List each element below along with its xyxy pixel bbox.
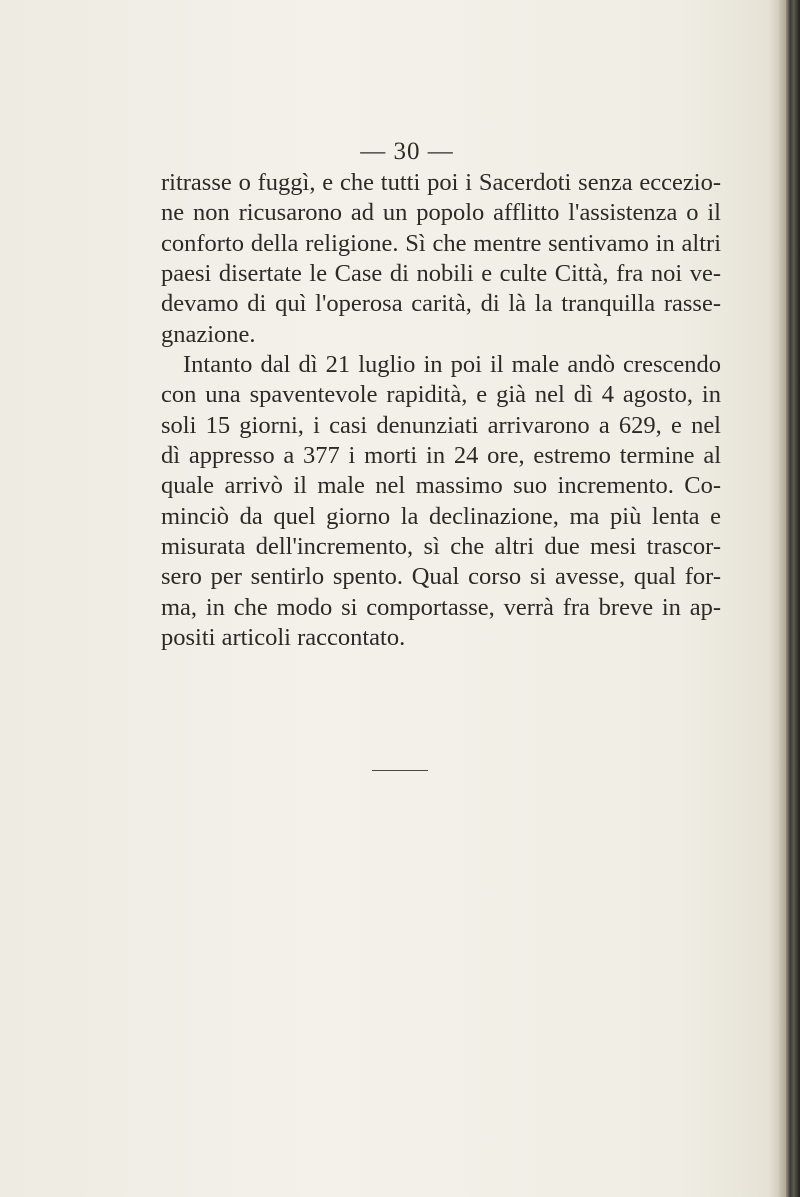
- text-line: conforto della religione. Sì che mentre sentivamo in altri: [161, 229, 721, 257]
- text-line: soli 15 giorni, i casi denunziati arrivarono a 629, e nel: [161, 411, 721, 439]
- book-binding-edge: [786, 0, 800, 1197]
- paragraph-start-line: Intanto dal dì 21 luglio in poi il male andò crescendo: [183, 351, 721, 379]
- text-line: dì appresso a 377 i morti in 24 ore, estremo termine al: [161, 442, 721, 470]
- text-line: con una spaventevole rapidità, e già nel dì 4 agosto, in: [161, 381, 721, 409]
- text-line: quale arrivò il male nel massimo suo incremento. Co-: [161, 472, 721, 500]
- text-line: devamo di quì l'operosa carità, di là la tranquilla rasse-: [161, 290, 721, 318]
- text-line: sero per sentirlo spento. Qual corso si avesse, qual for-: [161, 563, 721, 591]
- text-line: ritrasse o fuggì, e che tutti poi i Sacerdoti senza eccezio-: [161, 169, 721, 196]
- text-line: ne non ricusarono ad un popolo afflitto l'assistenza o il: [161, 199, 721, 227]
- text-line: ma, in che modo si comportasse, verrà fra breve in ap-: [161, 593, 721, 621]
- page-number: — 30 —: [360, 138, 454, 165]
- section-separator-rule: [372, 770, 428, 771]
- text-line: minciò da quel giorno la declinazione, ma più lenta e: [161, 502, 721, 530]
- body-text: [161, 168, 721, 654]
- page-edge-shadow: [778, 0, 786, 1197]
- text-line: paesi disertate le Case di nobili e culte Città, fra noi ve-: [161, 260, 721, 288]
- text-line: gnazione.: [161, 320, 256, 348]
- text-line: misurata dell'incremento, sì che altri due mesi trascor-: [161, 533, 721, 561]
- text-line: positi articoli raccontato.: [161, 624, 406, 652]
